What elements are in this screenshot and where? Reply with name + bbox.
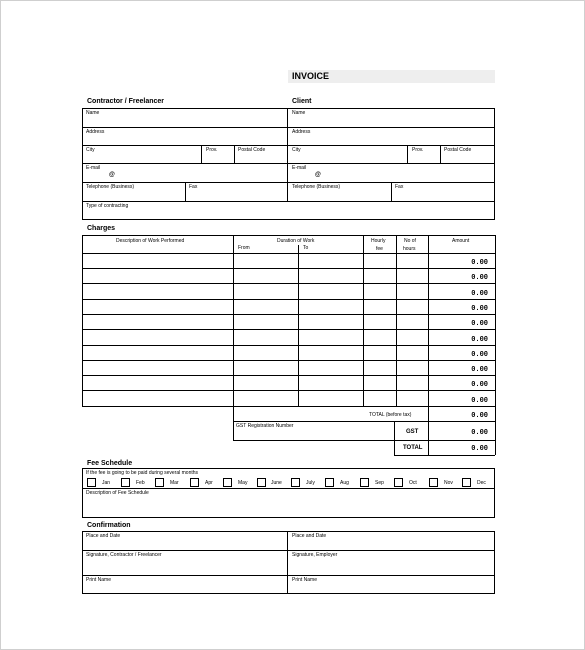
month-label-may: May [238, 480, 248, 486]
amount-row-3[interactable]: 0.00 [471, 290, 488, 298]
total-label: TOTAL [403, 445, 423, 451]
month-checkbox-jan[interactable] [87, 478, 96, 487]
contractor-telephone-field[interactable]: Telephone (Business) [86, 184, 135, 190]
client-heading: Client [292, 98, 312, 105]
month-label-nov: Nov [444, 480, 453, 486]
month-checkbox-july[interactable] [291, 478, 300, 487]
employer-print-name-field[interactable]: Print Name [292, 577, 318, 583]
confirmation-heading: Confirmation [87, 522, 131, 529]
col-description: Description of Work Performed [116, 238, 185, 244]
month-checkbox-mar[interactable] [155, 478, 164, 487]
col-hourly-fee: fee [376, 246, 383, 252]
client-name-field[interactable]: Name [292, 110, 306, 116]
employer-place-date-field[interactable]: Place and Date [292, 533, 327, 539]
month-checkbox-sep[interactable] [360, 478, 369, 487]
month-checkbox-nov[interactable] [429, 478, 438, 487]
col-hours: No of [404, 238, 416, 244]
amount-row-7[interactable]: 0.00 [471, 351, 488, 359]
charges-heading: Charges [87, 225, 116, 232]
gst-value[interactable]: 0.00 [471, 429, 488, 437]
fee-schedule-note: If the fee is going to be paid during several months [86, 470, 199, 476]
amount-row-10[interactable]: 0.00 [471, 397, 488, 405]
month-checkbox-apr[interactable] [190, 478, 199, 487]
month-label-june: June [271, 480, 282, 486]
client-fax-field[interactable]: Fax [395, 184, 404, 190]
contractor-fax-field[interactable]: Fax [189, 184, 198, 190]
client-postal-field[interactable]: Postal Code [444, 147, 472, 153]
contractor-address-field[interactable]: Address [86, 129, 105, 135]
contractor-postal-field[interactable]: Postal Code [238, 147, 266, 153]
amount-row-1[interactable]: 0.00 [471, 259, 488, 267]
gst-label: GST [406, 429, 419, 435]
col-amount: Amount [452, 238, 470, 244]
month-label-oct: Oct [409, 480, 417, 486]
month-checkbox-dec[interactable] [462, 478, 471, 487]
amount-row-9[interactable]: 0.00 [471, 381, 488, 389]
client-email-field[interactable]: E-mail [292, 165, 307, 171]
month-checkbox-oct[interactable] [394, 478, 403, 487]
employer-signature-field[interactable]: Signature, Employer [292, 552, 338, 558]
month-label-feb: Feb [136, 480, 145, 486]
col-to: To [303, 245, 309, 251]
month-checkbox-aug[interactable] [325, 478, 334, 487]
amount-row-8[interactable]: 0.00 [471, 366, 488, 374]
month-checkbox-feb[interactable] [121, 478, 130, 487]
month-label-apr: Apr [205, 480, 213, 486]
client-telephone-field[interactable]: Telephone (Business) [292, 184, 341, 190]
total-value[interactable]: 0.00 [471, 445, 488, 453]
col-hours-label: hours [403, 246, 416, 252]
col-hourly: Hourly [371, 238, 386, 244]
fee-schedule-heading: Fee Schedule [87, 460, 133, 467]
contractor-place-date-field[interactable]: Place and Date [86, 533, 121, 539]
month-label-jan: Jan [102, 480, 111, 486]
amount-row-6[interactable]: 0.00 [471, 336, 488, 344]
month-label-dec: Dec [477, 480, 486, 486]
contractor-heading: Contractor / Freelancer [87, 98, 165, 105]
contractor-email-field[interactable]: E-mail [86, 165, 101, 171]
amount-row-2[interactable]: 0.00 [471, 274, 488, 282]
contact-box [82, 108, 495, 220]
contracting-type-field[interactable]: Type of contracting [86, 203, 129, 209]
contact-divider [287, 108, 288, 201]
col-duration: Duration of Work [277, 238, 315, 244]
total-before-tax-value[interactable]: 0.00 [471, 412, 488, 420]
month-checkbox-june[interactable] [257, 478, 266, 487]
month-label-sep: Sep [375, 480, 384, 486]
month-checkbox-may[interactable] [223, 478, 232, 487]
invoice-title: INVOICE [292, 71, 330, 81]
contractor-signature-field[interactable]: Signature, Contractor / Freelancer [86, 552, 162, 558]
client-at-symbol: @ [315, 172, 321, 178]
contractor-print-name-field[interactable]: Print Name [86, 577, 112, 583]
amount-row-4[interactable]: 0.00 [471, 305, 488, 313]
month-label-aug: Aug [340, 480, 349, 486]
col-from: From [238, 245, 250, 251]
total-before-tax-label: TOTAL (before tax) [369, 412, 412, 418]
gst-registration-field[interactable]: GST Registration Number [236, 423, 294, 429]
contractor-city-field[interactable]: City [86, 147, 95, 153]
month-label-mar: Mar [170, 480, 179, 486]
client-address-field[interactable]: Address [292, 129, 311, 135]
contractor-at-symbol: @ [109, 172, 115, 178]
amount-row-5[interactable]: 0.00 [471, 320, 488, 328]
confirmation-box [82, 531, 495, 594]
client-prov-field[interactable]: Prov. [412, 147, 424, 153]
contractor-name-field[interactable]: Name [86, 110, 100, 116]
month-label-july: July [306, 480, 315, 486]
contractor-prov-field[interactable]: Prov. [206, 147, 218, 153]
client-city-field[interactable]: City [292, 147, 301, 153]
fee-schedule-description-field[interactable]: Description of Fee Schedule [86, 490, 149, 496]
